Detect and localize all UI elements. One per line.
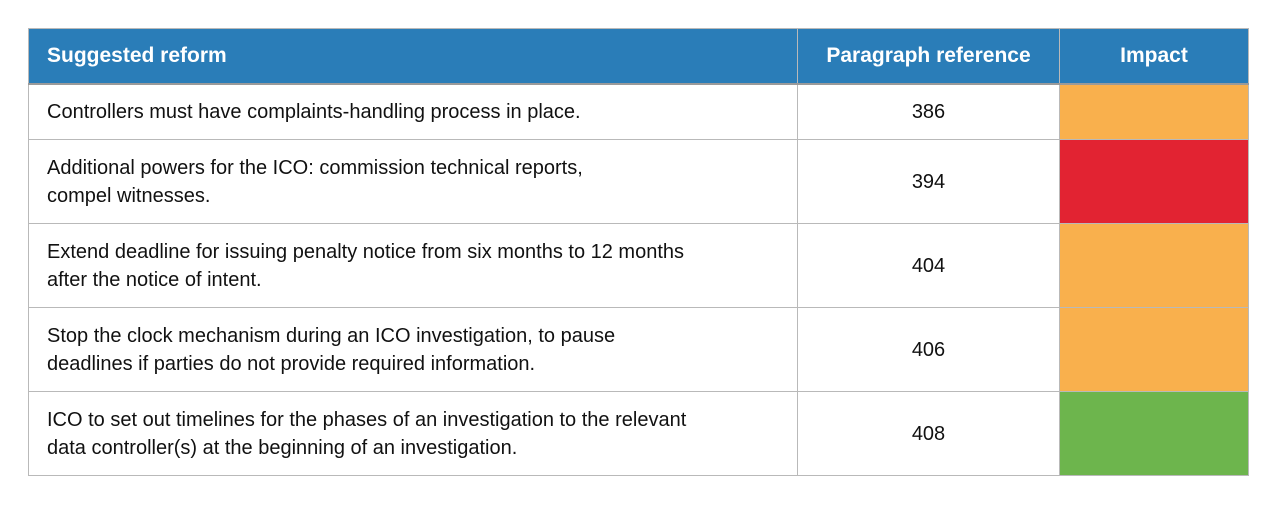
table-row (29, 140, 1249, 224)
reform-text-line: Stop the clock mechanism during an ICO investigation, to pause (47, 324, 616, 347)
paragraph-cell: 394 (798, 140, 1060, 224)
reform-cell (29, 392, 798, 476)
impact-cell (1060, 224, 1249, 308)
reform-text-line: after the notice of intent. (47, 268, 262, 291)
reform-cell (29, 84, 798, 140)
reform-cell (29, 308, 798, 392)
reform-text-line: Additional powers for the ICO: commission technical reports, (47, 156, 583, 179)
reform-text-line: data controller(s) at the beginning of an investigation. (47, 436, 518, 459)
impact-cell (1060, 140, 1249, 224)
table-row (29, 224, 1249, 308)
reform-cell (29, 224, 798, 308)
header-suggested-reform: Suggested reform (29, 29, 798, 85)
impact-cell (1060, 308, 1249, 392)
table-header-row (29, 29, 1249, 85)
reform-text-line: deadlines if parties do not provide required information. (47, 352, 536, 375)
table-row (29, 392, 1249, 476)
header-impact: Impact (1060, 29, 1249, 85)
paragraph-cell: 386 (798, 84, 1060, 140)
reform-table-container (28, 28, 1248, 476)
header-paragraph-reference: Paragraph reference (798, 29, 1060, 85)
table-row (29, 308, 1249, 392)
paragraph-cell: 406 (798, 308, 1060, 392)
reform-text-line: Extend deadline for issuing penalty notice from six months to 12 months (47, 240, 685, 263)
reform-table (28, 28, 1249, 476)
impact-cell (1060, 84, 1249, 140)
table-row (29, 84, 1249, 140)
paragraph-cell: 408 (798, 392, 1060, 476)
impact-cell (1060, 392, 1249, 476)
reform-text-line: ICO to set out timelines for the phases of an investigation to the relevant (47, 408, 687, 431)
reform-text-line: Controllers must have complaints-handling process in place. (47, 101, 581, 123)
paragraph-cell: 404 (798, 224, 1060, 308)
reform-text-line: compel witnesses. (47, 184, 211, 207)
reform-cell (29, 140, 798, 224)
